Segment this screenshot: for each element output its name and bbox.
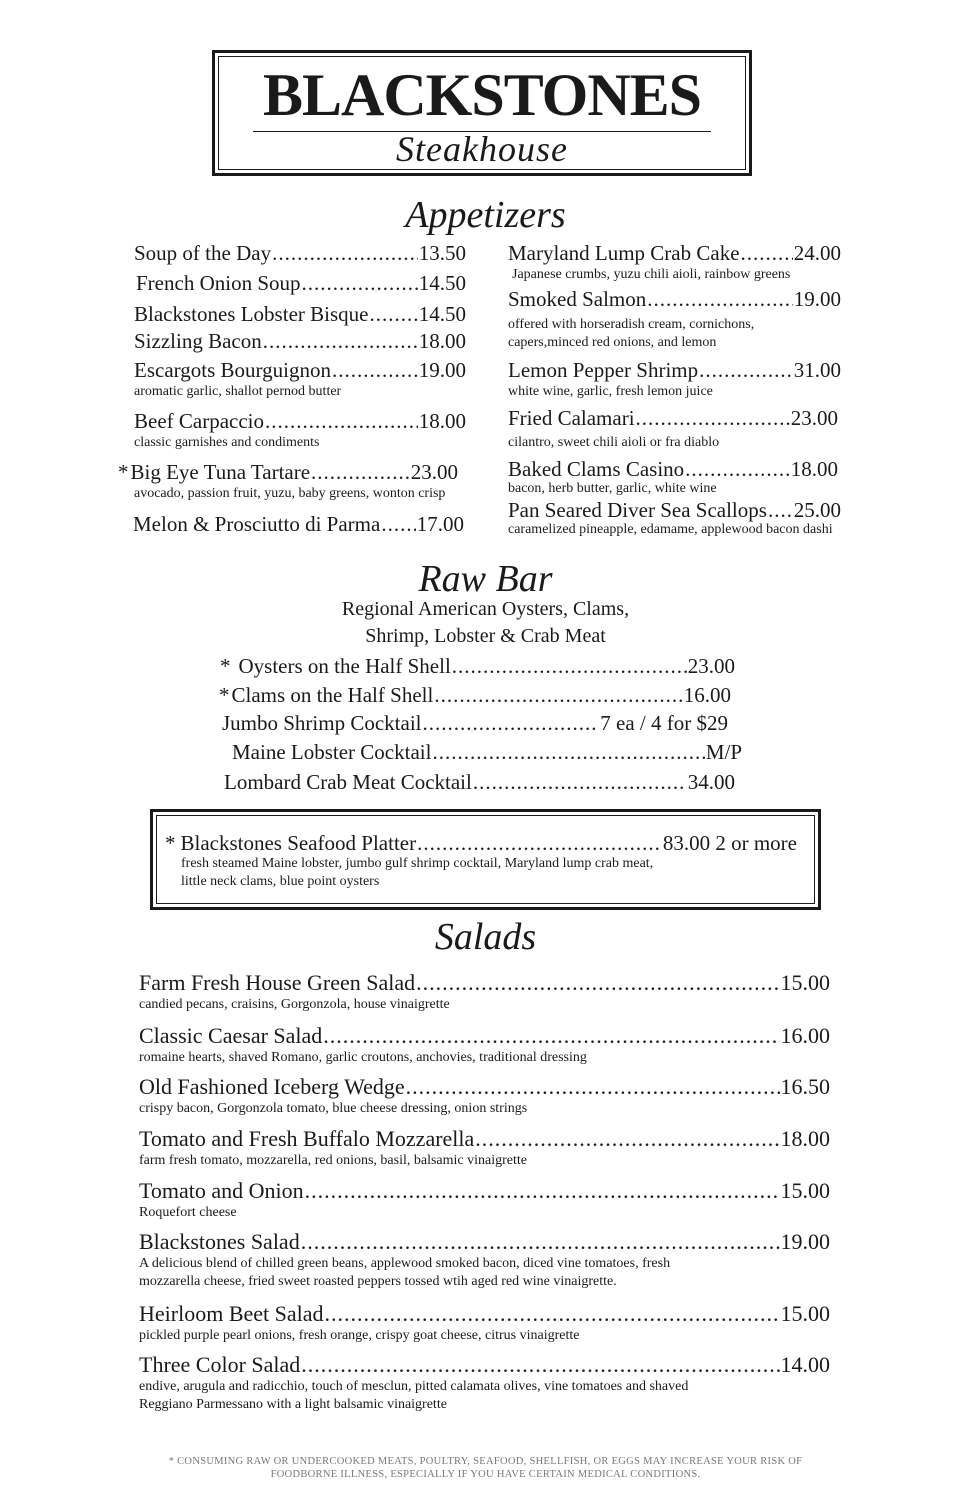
- item-description: avocado, passion fruit, yuzu, baby greens, wonton crisp: [134, 486, 446, 501]
- item-price: 23.00: [790, 406, 838, 430]
- item-name: Escargots Bourguignon: [134, 358, 331, 382]
- item-name: Heirloom Beet Salad: [139, 1301, 324, 1326]
- seafood-platter-box: [150, 809, 821, 910]
- item-description: romaine hearts, shaved Romano, garlic croutons, anchovies, traditional dressing: [139, 1050, 587, 1065]
- item-name: Lemon Pepper Shrimp: [508, 358, 699, 382]
- item-description: candied pecans, craisins, Gorgonzola, house vinaigrette: [139, 997, 450, 1012]
- raw-bar-item: [219, 685, 731, 706]
- item-price: 19.00: [793, 287, 841, 311]
- item-price: 25.00: [793, 498, 841, 522]
- item-name: Baked Clams Casino: [508, 457, 685, 481]
- item-price: 15.00: [780, 970, 830, 995]
- item-price: 23.00: [687, 654, 735, 678]
- item-price: 14.00: [780, 1352, 830, 1377]
- raw-bar-intro-line-1: Regional American Oysters, Clams,: [341, 598, 630, 620]
- item-price: 16.00: [780, 1023, 830, 1048]
- item-price: 18.00: [418, 329, 466, 353]
- salad-item: [139, 1025, 830, 1067]
- item-name: Soup of the Day: [134, 241, 272, 265]
- platter-item: [165, 833, 797, 891]
- item-price: 18.00: [780, 1126, 830, 1151]
- platter-description-line-2: little neck clams, blue point oysters: [181, 874, 380, 890]
- item-price: 14.50: [418, 271, 466, 295]
- item-name: Three Color Salad: [139, 1352, 301, 1377]
- logo: [212, 50, 752, 176]
- item-description: A delicious blend of chilled green beans, applewood smoked bacon, diced vine tomatoes, fresh mozzarella cheese, fried sweet roasted peppers tossed wtih aged red wine vinaigrette.: [139, 1256, 671, 1290]
- menu-item: [508, 289, 841, 352]
- salads-title: Salads: [434, 916, 537, 958]
- item-price: 19.00: [780, 1229, 830, 1254]
- item-price: 16.00: [683, 683, 731, 707]
- item-description: bacon, herb butter, garlic, white wine: [508, 481, 717, 496]
- item-description: crispy bacon, Gorgonzola tomato, blue cheese dressing, onion strings: [139, 1101, 528, 1116]
- item-price: 83.00 2 or more: [662, 831, 797, 855]
- raw-bar-item: [220, 656, 735, 677]
- item-price: 18.00: [418, 409, 466, 433]
- salad-item: [139, 1128, 830, 1170]
- disclaimer-line-2: FOODBORNE ILLNESS, ESPECIALLY IF YOU HAVE CERTAIN MEDICAL CONDITIONS.: [270, 1469, 701, 1481]
- item-price: 31.00: [793, 358, 841, 382]
- menu-item: [508, 360, 841, 401]
- raw-warning-mark: *: [165, 831, 176, 855]
- item-name: Oysters on the Half Shell: [238, 654, 451, 678]
- item-name: Blackstones Seafood Platter: [180, 831, 417, 855]
- item-name: Sizzling Bacon: [134, 329, 262, 353]
- item-description: farm fresh tomato, mozzarella, red onions, basil, balsamic vinaigrette: [139, 1153, 527, 1168]
- item-description: white wine, garlic, fresh lemon juice: [508, 384, 713, 399]
- raw-bar-item: [232, 742, 742, 763]
- item-price: 24.00: [793, 241, 841, 265]
- raw-warning-mark: *: [219, 683, 230, 707]
- menu-item: [508, 408, 838, 452]
- item-name: Tomato and Fresh Buffalo Mozzarella: [139, 1126, 475, 1151]
- item-description: caramelized pineapple, edamame, applewood bacon dashi: [508, 522, 833, 537]
- item-price: 13.50: [418, 241, 466, 265]
- item-name: Beef Carpaccio: [134, 409, 265, 433]
- brand-name: BLACKSTONES: [262, 62, 702, 128]
- salad-item: [139, 1076, 830, 1118]
- item-name: Smoked Salmon: [508, 287, 647, 311]
- item-price: 17.00: [416, 512, 464, 536]
- brand-subtitle: Steakhouse: [396, 129, 568, 169]
- item-price: 19.00: [418, 358, 466, 382]
- item-description: endive, arugula and radicchio, touch of mesclun, pitted calamata olives, vine tomatoes and shaved Reggiano Parmessano with a light balsamic vinaigrette: [139, 1379, 689, 1413]
- item-price: 15.00: [780, 1301, 830, 1326]
- item-description: pickled purple pearl onions, fresh orange, crispy goat cheese, citrus vinaigrette: [139, 1328, 580, 1343]
- item-name: Clams on the Half Shell: [231, 683, 434, 707]
- salad-item: [139, 1303, 830, 1345]
- item-name: Blackstones Lobster Bisque: [134, 302, 369, 326]
- menu-item: [134, 360, 466, 401]
- item-price: 14.50: [418, 302, 466, 326]
- item-price: M/P: [705, 740, 742, 764]
- item-name: Blackstones Salad: [139, 1229, 300, 1254]
- item-name: Maryland Lump Crab Cake: [508, 241, 740, 265]
- raw-bar-intro-line-2: Shrimp, Lobster & Crab Meat: [365, 625, 606, 647]
- raw-food-disclaimer: [150, 1455, 821, 1481]
- item-price: 15.00: [780, 1178, 830, 1203]
- item-description: classic garnishes and condiments: [134, 435, 320, 450]
- menu-item: [134, 411, 466, 452]
- item-description: aromatic garlic, shallot pernod butter: [134, 384, 342, 399]
- salad-item: [139, 972, 830, 1014]
- item-price: 23.00: [410, 460, 458, 484]
- item-price: 34.00: [687, 770, 735, 794]
- raw-bar-item: [222, 713, 728, 734]
- item-description: offered with horseradish cream, cornichons, capers,minced red onions, and lemon: [508, 317, 755, 351]
- item-name: Farm Fresh House Green Salad: [139, 970, 416, 995]
- menu-item: [508, 243, 841, 284]
- item-name: Classic Caesar Salad: [139, 1023, 323, 1048]
- item-name: Maine Lobster Cocktail: [232, 740, 432, 764]
- disclaimer-line-1: * CONSUMING RAW OR UNDERCOOKED MEATS, POULTRY, SEAFOOD, SHELLFISH, OR EGGS MAY INCREASE YOUR RISK OF: [168, 1456, 803, 1467]
- menu-item: [508, 459, 838, 498]
- item-name: Pan Seared Diver Sea Scallops: [508, 498, 767, 522]
- item-description: Japanese crumbs, yuzu chili aioli, rainbow greens: [512, 267, 791, 282]
- raw-warning-mark: *: [118, 460, 129, 484]
- item-description: cilantro, sweet chili aioli or fra diablo: [508, 435, 720, 450]
- item-price: 7 ea / 4 for $29: [600, 711, 728, 735]
- menu-item: [136, 273, 466, 294]
- salad-item: [139, 1231, 830, 1291]
- item-name: Fried Calamari: [508, 406, 635, 430]
- item-name: Old Fashioned Iceberg Wedge: [139, 1074, 405, 1099]
- salad-item: [139, 1180, 830, 1222]
- menu-item: [508, 500, 841, 539]
- item-name: French Onion Soup: [136, 271, 301, 295]
- item-description: Roquefort cheese: [139, 1205, 237, 1220]
- menu-item: [133, 514, 464, 535]
- item-name: Big Eye Tuna Tartare: [130, 460, 311, 484]
- platter-description-line-1: fresh steamed Maine lobster, jumbo gulf shrimp cocktail, Maryland lump crab meat,: [181, 856, 654, 871]
- item-price: 16.50: [780, 1074, 830, 1099]
- item-name: Lombard Crab Meat Cocktail: [224, 770, 472, 794]
- item-name: Tomato and Onion: [139, 1178, 304, 1203]
- menu-item: [134, 243, 466, 264]
- raw-bar-item: [224, 772, 735, 793]
- menu-item: [134, 331, 466, 352]
- item-name: Jumbo Shrimp Cocktail: [222, 711, 422, 735]
- menu-item: [118, 462, 458, 503]
- item-name: Melon & Prosciutto di Parma: [133, 512, 381, 536]
- menu-item: [134, 304, 466, 325]
- raw-warning-mark: *: [220, 654, 231, 678]
- item-price: 18.00: [790, 457, 838, 481]
- salad-item: [139, 1354, 830, 1414]
- appetizers-title: Appetizers: [405, 194, 566, 236]
- raw-bar-title: Raw Bar: [418, 558, 553, 600]
